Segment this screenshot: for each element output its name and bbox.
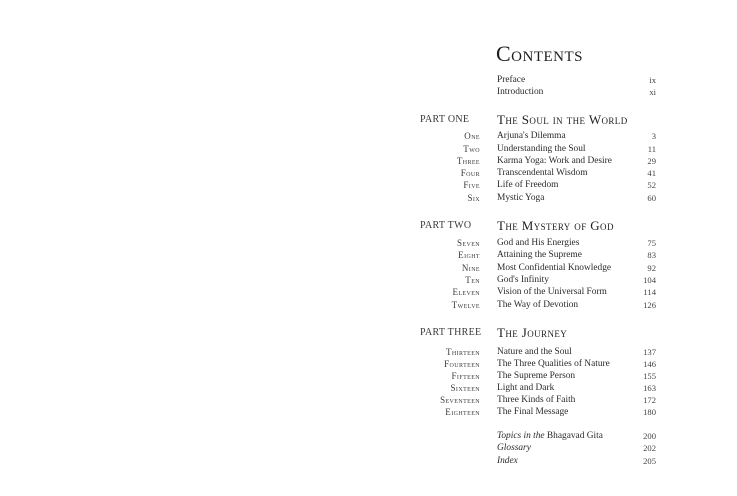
entry-label: Life of Freedom (497, 180, 559, 190)
chapter-number: Eighteen (445, 407, 480, 417)
chapter-number: Nine (461, 263, 480, 273)
toc-entry-chapter[interactable] (0, 143, 737, 155)
entry-page: 126 (643, 300, 656, 310)
entry-label: Introduction (497, 87, 544, 97)
toc-entry-chapter[interactable] (0, 346, 737, 358)
part-label: PART THREE (420, 327, 482, 338)
entry-label: Topics in the Bhagavad Gita (497, 431, 603, 441)
entry-page: 41 (647, 168, 656, 178)
toc-entry-chapter[interactable] (0, 358, 737, 370)
entry-label: God and His Energies (497, 238, 580, 248)
entry-label: Light and Dark (497, 383, 555, 393)
toc-entry-chapter[interactable] (0, 192, 737, 204)
entry-label: God's Infinity (497, 275, 549, 285)
toc-entry-chapter[interactable] (0, 262, 737, 274)
entry-page: 200 (643, 431, 656, 441)
entry-label: Nature and the Soul (497, 347, 572, 357)
entry-page: 172 (643, 395, 656, 405)
chapter-number: Sixteen (450, 383, 480, 393)
chapter-number: One (464, 131, 480, 141)
entry-label: The Final Message (497, 407, 569, 417)
entry-page: 75 (647, 238, 656, 248)
chapter-number: Seven (456, 238, 480, 248)
chapter-number: Twelve (451, 300, 480, 310)
toc-entry-introduction[interactable] (0, 86, 737, 98)
part-title: The Journey (497, 325, 568, 340)
toc-entry-chapter[interactable] (0, 370, 737, 382)
entry-page: xi (649, 87, 656, 97)
entry-page: 3 (651, 131, 656, 141)
entry-label: The Supreme Person (497, 371, 576, 381)
entry-page: 29 (647, 156, 656, 166)
entry-page: 83 (647, 250, 656, 260)
entry-label: Transcendental Wisdom (497, 168, 588, 178)
entry-label: The Way of Devotion (497, 300, 579, 310)
entry-page: 202 (643, 443, 656, 453)
toc-entry-chapter[interactable] (0, 274, 737, 286)
entry-label: Arjuna's Dilemma (497, 131, 566, 141)
toc-entry-chapter[interactable] (0, 155, 737, 167)
entry-page: 104 (643, 275, 656, 285)
chapter-number: Six (467, 193, 480, 203)
entry-label: Index (497, 456, 518, 466)
toc-entry-topics[interactable] (0, 430, 737, 442)
toc-entry-chapter[interactable] (0, 299, 737, 311)
part-two-heading (0, 218, 737, 234)
chapter-number: Three (456, 156, 480, 166)
entry-page: 137 (643, 347, 656, 357)
toc-entry-index[interactable] (0, 455, 737, 467)
part-title: The Mystery of God (497, 218, 614, 233)
entry-label: Mystic Yoga (497, 193, 545, 203)
part-label: PART ONE (420, 114, 470, 125)
entry-page: 92 (647, 263, 656, 273)
chapter-number: Eleven (452, 287, 480, 297)
toc-entry-chapter[interactable] (0, 406, 737, 418)
part-three-heading (0, 325, 737, 341)
toc-entry-chapter[interactable] (0, 237, 737, 249)
entry-page: 163 (643, 383, 656, 393)
entry-page: 60 (647, 193, 656, 203)
entry-label: Most Confidential Knowledge (497, 263, 612, 273)
toc-entry-chapter[interactable] (0, 179, 737, 191)
chapter-number: Four (460, 168, 480, 178)
chapter-number: Thirteen (446, 347, 480, 357)
part-title: The Soul in the World (497, 112, 628, 127)
part-one-heading (0, 112, 737, 128)
entry-label: The Three Qualities of Nature (497, 359, 610, 369)
chapter-number: Seventeen (440, 395, 480, 405)
toc-entry-chapter[interactable] (0, 167, 737, 179)
entry-page: 52 (647, 180, 656, 190)
toc-entry-preface[interactable] (0, 74, 737, 86)
part-label: PART TWO (420, 220, 472, 231)
entry-page: 155 (643, 371, 656, 381)
entry-label: Vision of the Universal Form (497, 287, 607, 297)
toc-entry-chapter[interactable] (0, 130, 737, 142)
entry-label: Preface (497, 75, 526, 85)
chapter-number: Fifteen (451, 371, 480, 381)
entry-page: 11 (647, 144, 656, 154)
toc-entry-glossary[interactable] (0, 442, 737, 454)
entry-page: 180 (643, 407, 656, 417)
entry-page: 114 (643, 287, 656, 297)
entry-page: 205 (643, 456, 656, 466)
toc-entry-chapter[interactable] (0, 394, 737, 406)
entry-page: ix (649, 75, 656, 85)
page-title: Contents (496, 41, 584, 66)
chapter-number: Ten (465, 275, 480, 285)
chapter-number: Eight (458, 250, 480, 260)
entry-label: Three Kinds of Faith (497, 395, 576, 405)
toc-entry-chapter[interactable] (0, 382, 737, 394)
toc-entry-chapter[interactable] (0, 249, 737, 261)
chapter-number: Fourteen (444, 359, 480, 369)
entry-label: Karma Yoga: Work and Desire (497, 156, 612, 166)
entry-label: Understanding the Soul (497, 144, 586, 154)
entry-label: Attaining the Supreme (497, 250, 582, 260)
chapter-number: Five (463, 180, 480, 190)
chapter-number: Two (463, 144, 480, 154)
entry-label: Glossary (497, 443, 531, 453)
entry-page: 146 (643, 359, 656, 369)
toc-entry-chapter[interactable] (0, 286, 737, 298)
